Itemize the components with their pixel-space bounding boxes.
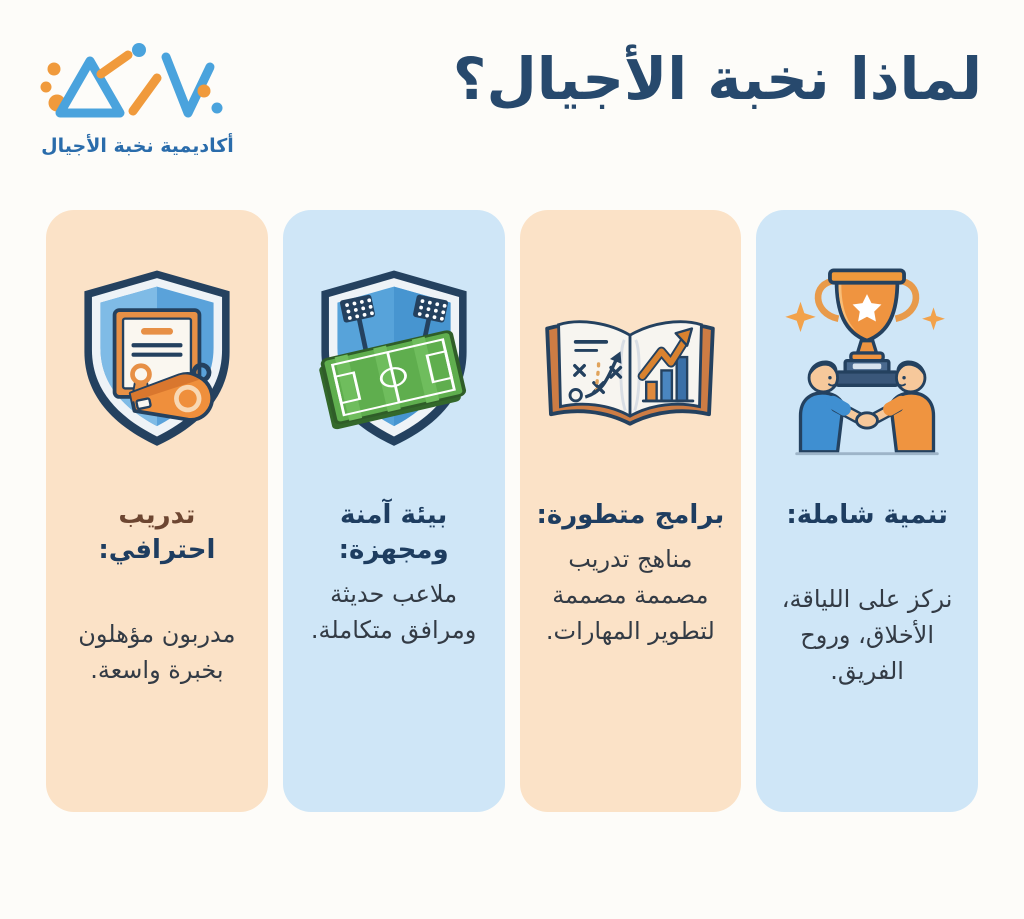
card-heading: برامج متطورة: [536, 500, 725, 530]
heading-rest: احترافي: [98, 535, 216, 566]
card-heading [56, 498, 258, 568]
page-title: لماذا نخبة الأجيال؟ [452, 45, 982, 113]
certificate-whistle-icon [56, 234, 258, 486]
trophy-handshake-icon [766, 234, 968, 486]
card-heading: بيئة آمنة ومجهزة: [338, 500, 449, 566]
stadium-shield-icon [293, 234, 495, 486]
card-heading: تنمية شاملة: [786, 500, 948, 530]
card-professional-training [46, 210, 268, 812]
card-comprehensive-development [756, 210, 978, 812]
card-body: ملاعب حديثة ومرافق متكاملة. [310, 580, 477, 645]
card-body: نركز على اللياقة، الأخلاق، وروح الفريق. [781, 585, 953, 686]
open-book-analytics-icon [530, 234, 732, 486]
card-safe-equipped-environment [283, 210, 505, 812]
card-body: مدربون مؤهلون بخبرة واسعة. [78, 620, 236, 685]
card-advanced-programs [520, 210, 742, 812]
page-header [0, 0, 1024, 210]
academy-logo-name: أكاديمية نخبة الأجيال [41, 135, 234, 157]
card-body: مناهج تدريب مصممة مصممة لتطوير المهارات. [545, 545, 715, 646]
feature-cards [46, 210, 978, 812]
academy-logo-icon [30, 40, 245, 132]
heading-accent-word: تدريب [118, 500, 196, 530]
academy-logo [30, 40, 245, 157]
